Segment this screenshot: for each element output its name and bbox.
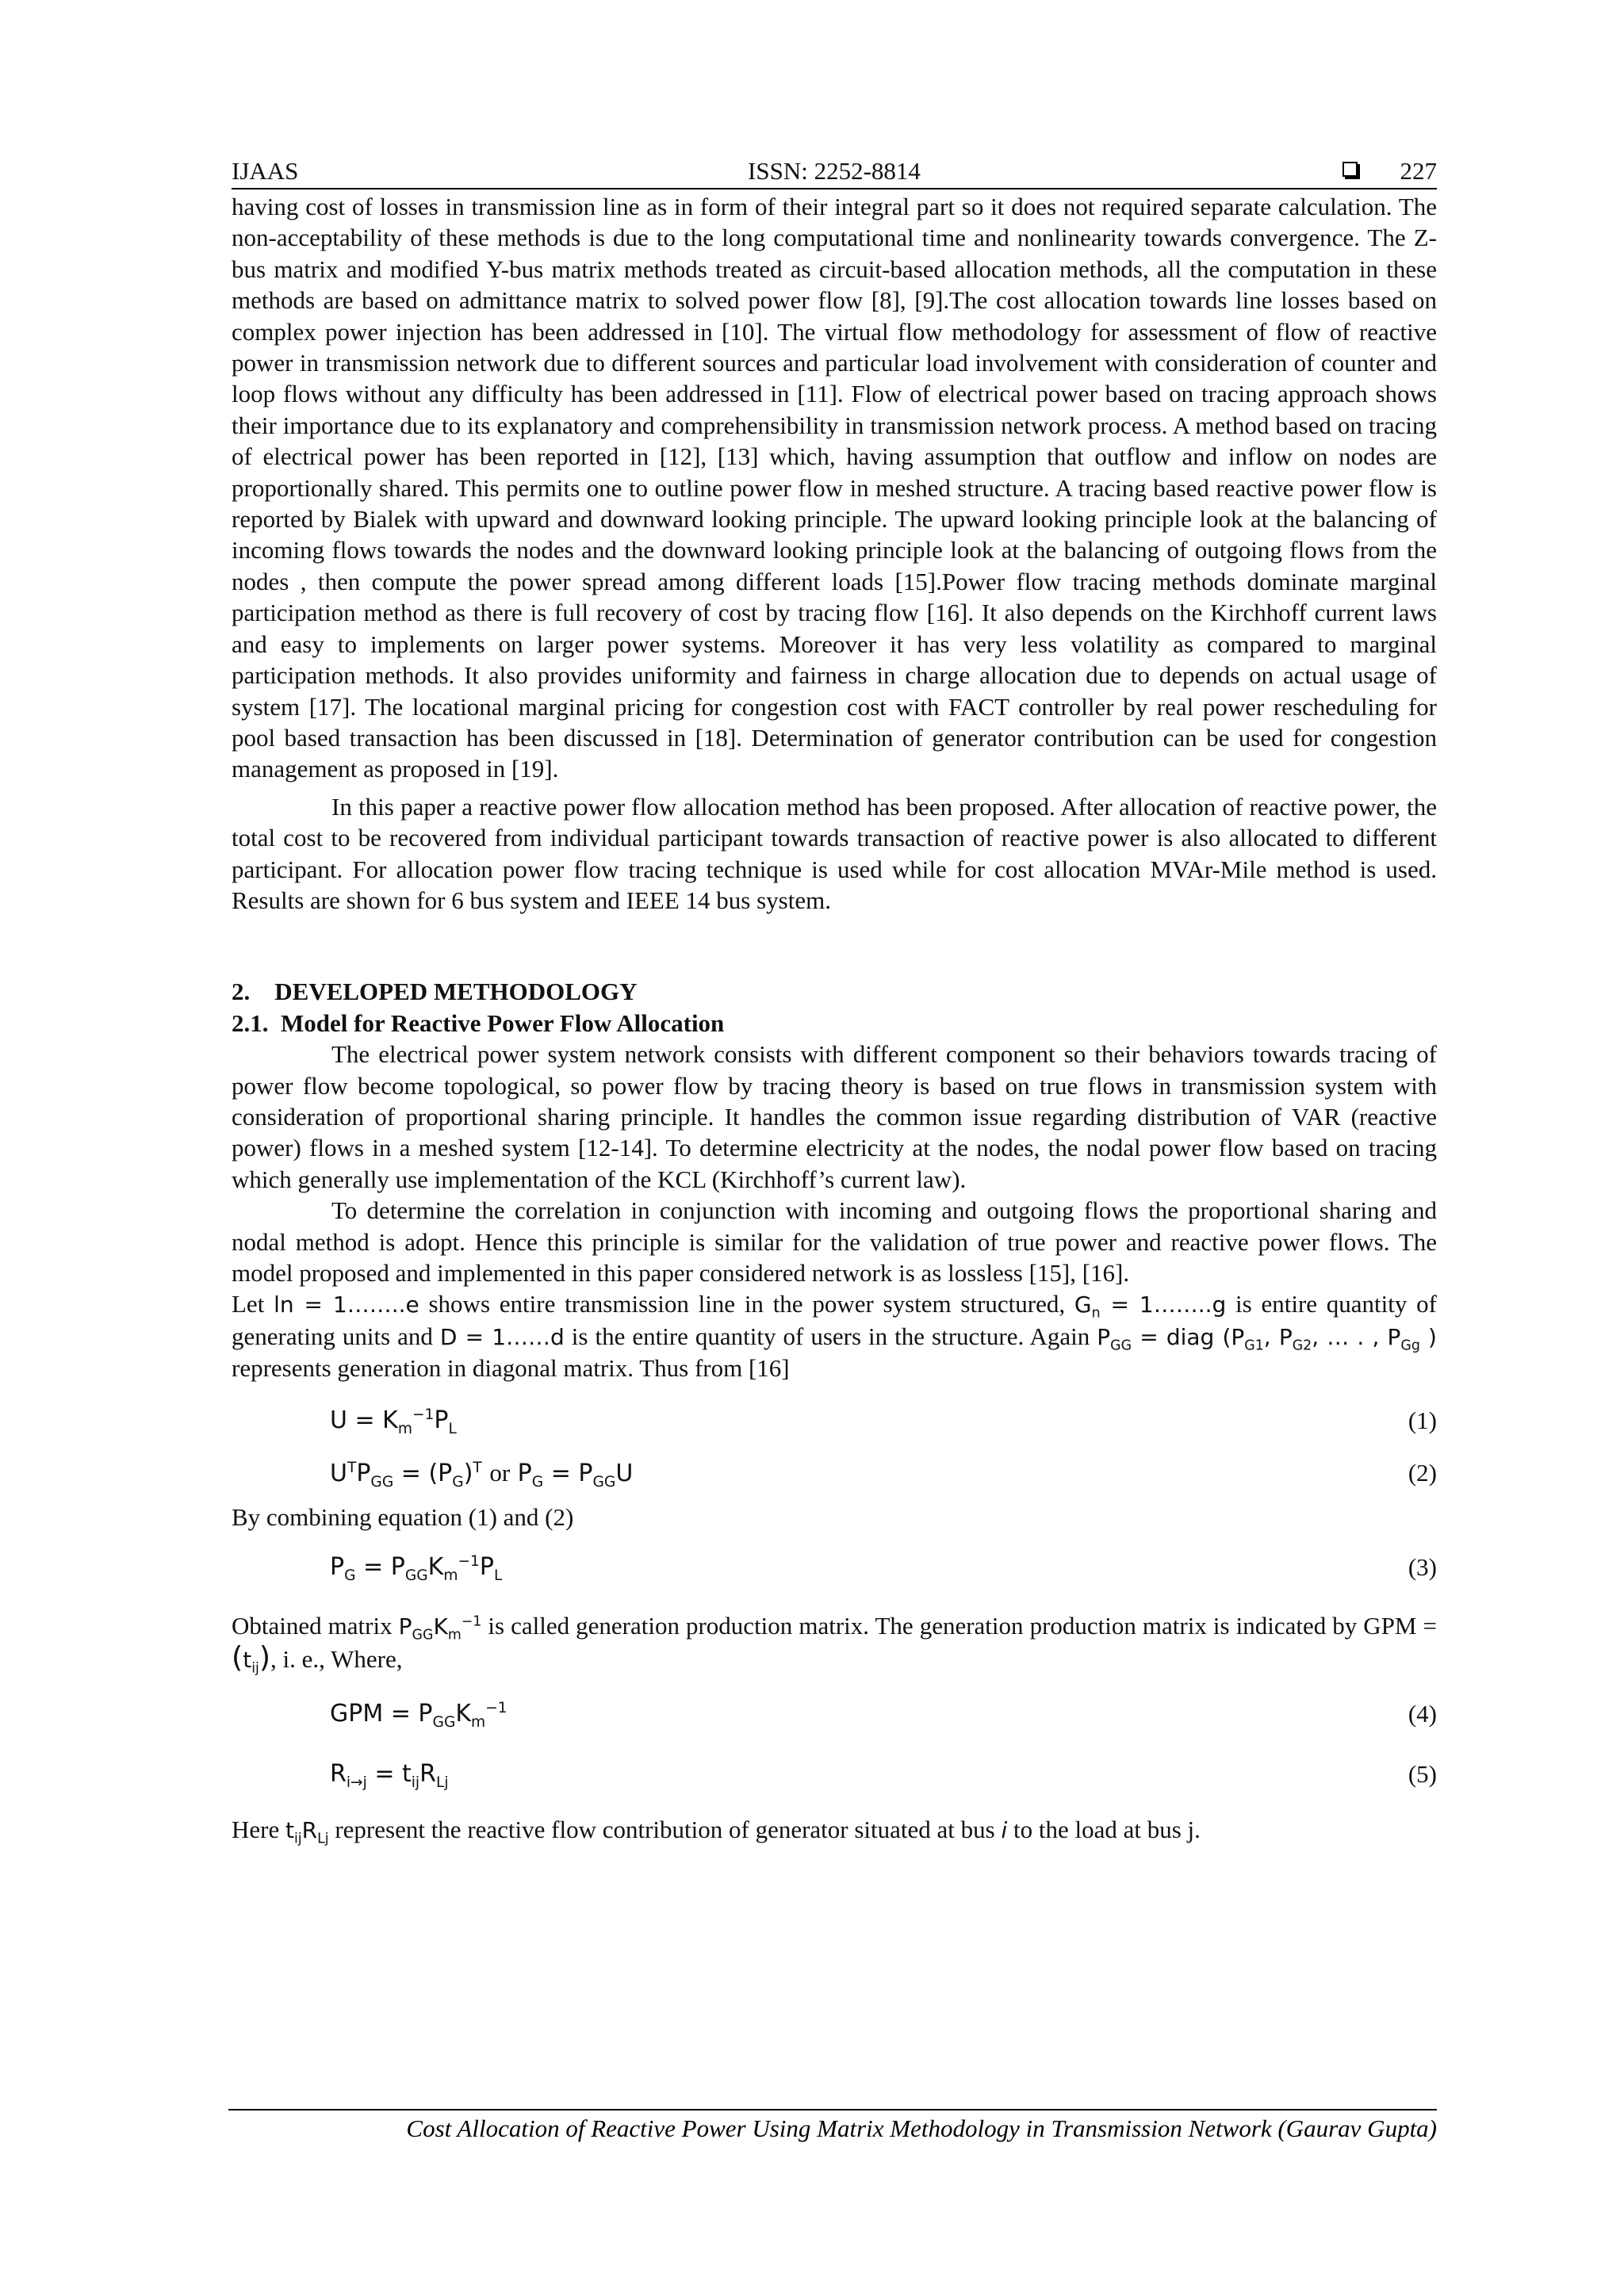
page-number: 227 (1400, 157, 1437, 185)
equation-5-body: $R_{i\to j} = t_{ij}R_{Lj}$ (330, 1759, 449, 1791)
equation-5-number: (5) (1408, 1759, 1437, 1788)
equation-1-body: $U = K_m^{-1}P_L$ (330, 1406, 457, 1437)
paragraph-obtained: Obtained matrix $P_{GG}K_m^{-1}$ is called generation production matrix. The generation production matrix is indicated by GPM = $(t_{ij})$, i. e., Where, (232, 1612, 1437, 1678)
math-ln: ln = 1……..e (274, 1292, 419, 1318)
equation-5 (232, 1743, 1437, 1806)
paragraph-here: Here $t_{ij}R_{Lj}$ represent the reactive flow contribution of generator situated at bus i to the load at bus j. (232, 1815, 1201, 1847)
footer-rule (228, 2109, 1437, 2110)
equation-4-body: GPM = $P_{GG}K_m^{-1}$ (330, 1699, 508, 1731)
page (232, 155, 1437, 1846)
math-d: D = 1……d (439, 1323, 565, 1350)
combining-text: By combining equation (1) and (2) (232, 1502, 574, 1531)
issn: ISSN: 2252-8814 (748, 157, 921, 185)
equation-4-number: (4) (1408, 1699, 1437, 1728)
paragraph-3: The electrical power system network consists with different component so their behaviors towards tracing of power flow become topological, so power flow by tracing theory is based on true flows in transmission system with consideration of proportional sharing principle. It handles the common issue regarding distribution of VAR (reactive power) flows in a meshed system [12-14]. To determine electricity at the nodes, the nodal power flow based on tracing which generally use implementation of the KCL (Kirchhoff’s current law). (232, 1040, 1437, 1193)
equation-3 (232, 1536, 1437, 1599)
equation-4 (232, 1682, 1437, 1746)
equation-3-body: $P_G = P_{GG}K_m^{-1}P_L$ (330, 1553, 503, 1585)
math-tij: $(t_{ij})$ (232, 1640, 271, 1678)
paragraph-definitions: Let ln = 1……..e shows entire transmission line in the power system structured, $G_n$ = 1……..g is entire quantity of generating units and D = 1……d is the entire quantity of users in the structure. Again $P_{GG}$ = diag ($P_{G1}$, $P_{G2}$, … . , $P_{Gg}$ ) represents generation in diagonal matrix. Thus from [16] (232, 1290, 1437, 1383)
equation-2 (232, 1441, 1437, 1505)
math-tij-rlj: $t_{ij}R_{Lj}$ (285, 1816, 329, 1847)
math-gn: $G_n$ = 1……..g (1074, 1292, 1227, 1322)
math-pgg-km: $P_{GG}K_m^{-1}$ (398, 1613, 482, 1644)
paragraph-1: having cost of losses in transmission line as in form of their integral part so it does not required separate calculation. The non-acceptability of these methods is due to the long computational time and nonlinearity towards convergence. The Z-bus matrix and modified Y-bus matrix methods treated as circuit-based allocation methods, all the computation in these methods are based on admittance matrix to solved power flow [8], [9].The cost allocation towards line losses based on complex power injection has been addressed in [10]. The virtual flow methodology for assessment of flow of reactive power in transmission network due to different sources and particular load involvement with consideration of counter and loop flows without any difficulty has been addressed in [11]. Flow of electrical power based on tracing approach shows their importance due to its explanatory and comprehensibility in transmission network process. A method based on tracing of electrical power has been reported in [12], [13] which, having assumption that outflow and inflow on nodes are proportionally shared. This permits one to outline power flow in meshed structure. A tracing based reactive power flow is reported by Bialek with upward and downward looking principle. The upward looking principle look at the balancing of incoming flows towards the nodes and the downward looking principle look at the balancing of outgoing flows from the nodes , then compute the power spread among different loads [15].Power flow tracing methods dominate marginal participation method as there is full recovery of cost by tracing flow [16]. It also depends on the Kirchhoff current laws and easy to implements on larger power systems. Moreover it has very less volatility as compared to marginal participation methods. It also provides uniformity and fairness in charge allocation due to depends on actual usage of system [17]. The locational marginal pricing for congestion cost with FACT controller by real power rescheduling for pool based transaction has been discussed in [18]. Determination of generator contribution can be used for congestion management as proposed in [19]. (232, 193, 1437, 783)
checkbox-square-icon (1342, 162, 1358, 177)
equation-3-number: (3) (1408, 1553, 1437, 1582)
math-pgg: $P_{GG}$ = diag ($P_{G1}$, $P_{G2}$, … . , $P_{Gg}$ ) (1097, 1323, 1437, 1354)
equation-2-body: $U^TP_{GG} = (P_G)^T$ or $P_G = P_{GG}U$ (330, 1458, 634, 1490)
paragraph-4: To determine the correlation in conjunction with incoming and outgoing flows the proportional sharing and nodal method is adopt. Hence this principle is similar for the validation of true power and reactive power flows. The model proposed and implemented in this paper considered network is as lossless [15], [16]. (232, 1196, 1437, 1287)
running-header (232, 155, 1437, 189)
equation-1-number: (1) (1408, 1406, 1437, 1434)
section-heading: 2. DEVELOPED METHODOLOGY (232, 978, 638, 1006)
paragraph-2: In this paper a reactive power flow allocation method has been proposed. After allocation of reactive power, the total cost to be recovered from individual participant towards transaction of reactive power is also allocated to different participant. For allocation power flow tracing technique is used while for cost allocation MVAr-Mile method is used. Results are shown for 6 bus system and IEEE 14 bus system. (232, 792, 1437, 914)
journal-name: IJAAS (232, 157, 299, 185)
running-footer: Cost Allocation of Reactive Power Using Matrix Methodology in Transmission Network (Gaurav Gupta) (406, 2114, 1437, 2142)
equation-2-number: (2) (1408, 1458, 1437, 1487)
subsection-heading: 2.1. Model for Reactive Power Flow Allocation (232, 1008, 725, 1037)
